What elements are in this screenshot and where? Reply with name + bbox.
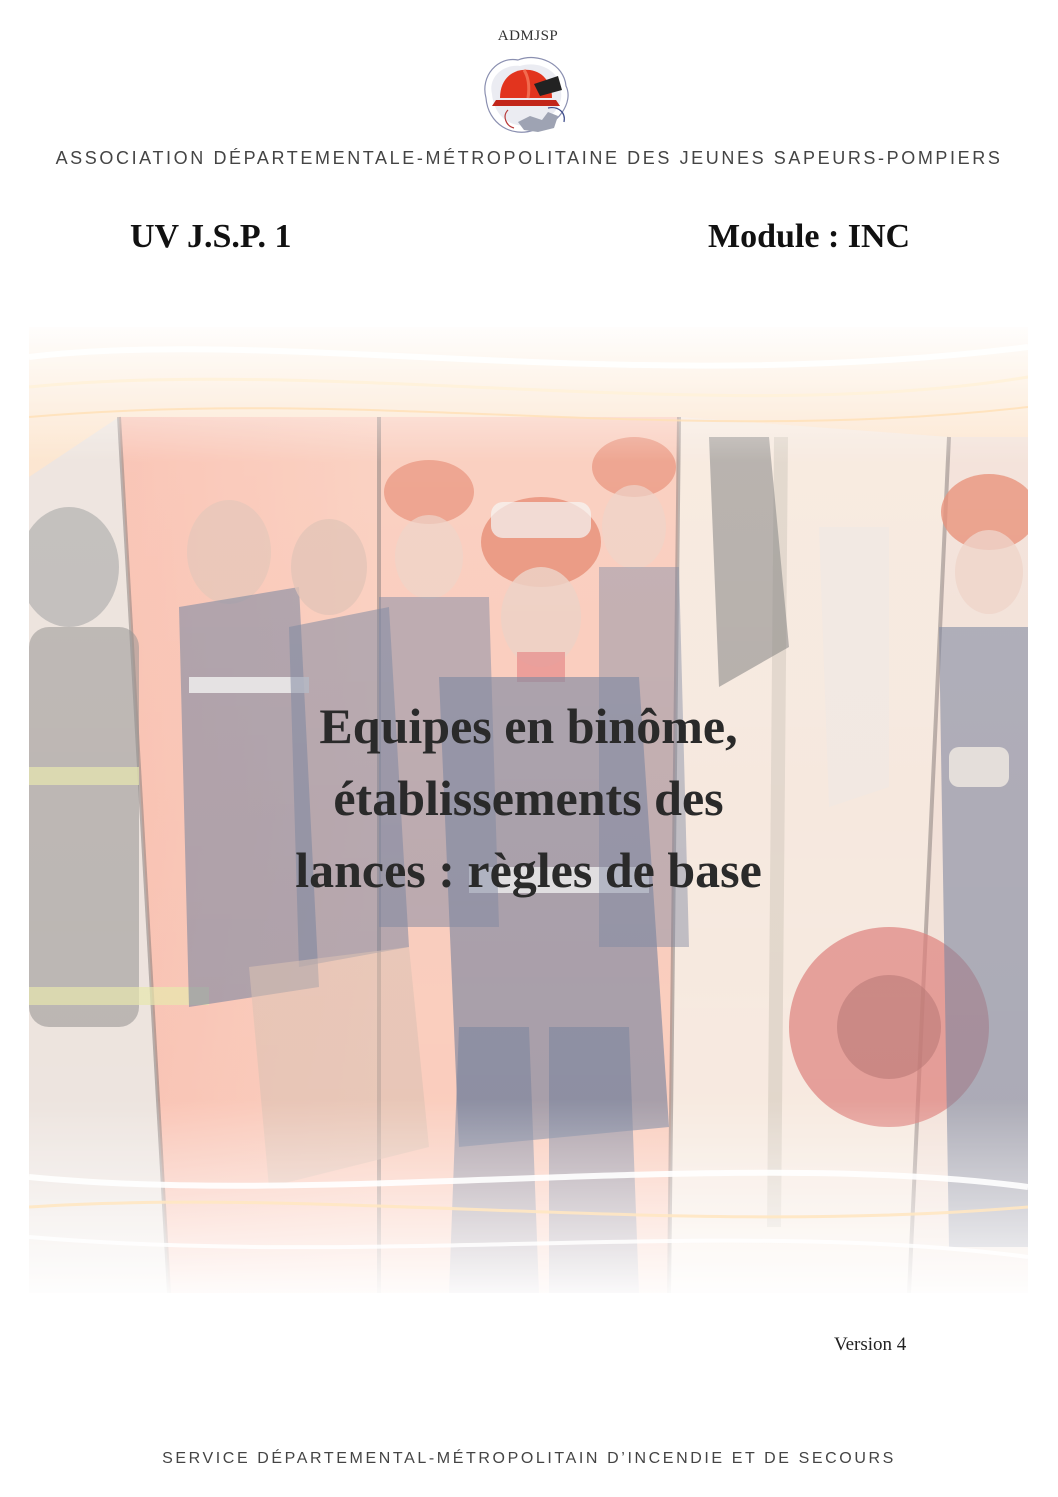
title-line: Equipes en binôme, bbox=[319, 698, 738, 754]
logo-text: ADMJSP bbox=[497, 28, 559, 44]
module-label: Module : INC bbox=[708, 218, 911, 255]
footer-service-name: SERVICE DÉPARTEMENTAL-MÉTROPOLITAIN D’INCENDIE ET DE SECOURS bbox=[162, 1450, 896, 1467]
title-line: lances : règles de base bbox=[295, 842, 762, 898]
cover-title bbox=[29, 690, 1028, 906]
firefighter-helmet-icon bbox=[478, 46, 578, 138]
association-name: ASSOCIATION DÉPARTEMENTALE-MÉTROPOLITAINE DES JEUNES SAPEURS-POMPIERS bbox=[55, 148, 1003, 168]
title-line: établissements des bbox=[333, 770, 724, 826]
version-label: Version 4 bbox=[834, 1334, 907, 1355]
admjsp-logo bbox=[478, 28, 578, 140]
uv-label: UV J.S.P. 1 bbox=[130, 218, 292, 255]
